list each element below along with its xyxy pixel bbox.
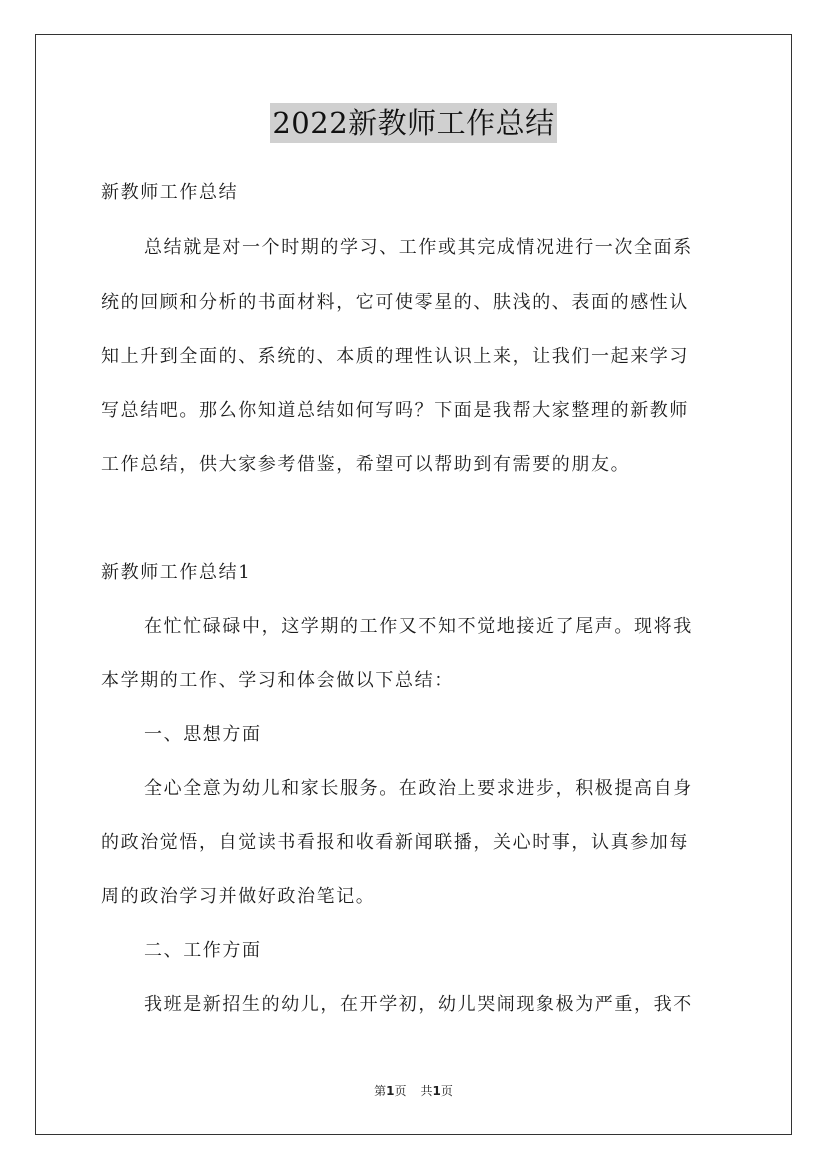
section1-line-2: 本学期的工作、学习和体会做以下总结： bbox=[101, 670, 454, 691]
work-line-1: 我班是新招生的幼儿，在开学初，幼儿哭闹现象极为严重，我不 bbox=[144, 994, 693, 1015]
footer-total-pages: 1 bbox=[432, 1084, 441, 1098]
title-container bbox=[0, 103, 827, 143]
footer-page-suffix: 页 bbox=[394, 1084, 407, 1098]
thought-line-2: 的政治觉悟，自觉读书看报和收看新闻联播，关心时事，认真参加每 bbox=[101, 832, 689, 853]
footer-total-suffix: 页 bbox=[440, 1084, 453, 1098]
section1-line-1: 在忙忙碌碌中，这学期的工作又不知不觉地接近了尾声。现将我 bbox=[144, 616, 693, 637]
subheading-work: 二、工作方面 bbox=[144, 940, 262, 961]
footer-page-prefix: 第 bbox=[374, 1084, 387, 1098]
thought-line-3: 周的政治学习并做好政治笔记。 bbox=[101, 886, 376, 907]
document-title: 2022新教师工作总结 bbox=[270, 103, 556, 143]
subheading-thought: 一、思想方面 bbox=[144, 724, 262, 745]
thought-line-1: 全心全意为幼儿和家长服务。在政治上要求进步，积极提高自身 bbox=[144, 778, 693, 799]
section-heading-1: 新教师工作总结1 bbox=[101, 562, 252, 583]
footer-total-prefix: 共 bbox=[420, 1084, 433, 1098]
intro-line-3: 知上升到全面的、系统的、本质的理性认识上来，让我们一起来学习 bbox=[101, 346, 689, 367]
intro-line-4: 写总结吧。那么你知道总结如何写吗？下面是我帮大家整理的新教师 bbox=[101, 400, 689, 421]
intro-line-1: 总结就是对一个时期的学习、工作或其完成情况进行一次全面系 bbox=[144, 237, 693, 258]
main-heading: 新教师工作总结 bbox=[101, 182, 239, 203]
intro-line-2: 统的回顾和分析的书面材料，它可使零星的、肤浅的、表面的感性认 bbox=[101, 292, 689, 313]
footer-page-number: 1 bbox=[386, 1084, 395, 1098]
page-footer bbox=[0, 1083, 827, 1099]
intro-line-5: 工作总结，供大家参考借鉴，希望可以帮助到有需要的朋友。 bbox=[101, 454, 631, 475]
